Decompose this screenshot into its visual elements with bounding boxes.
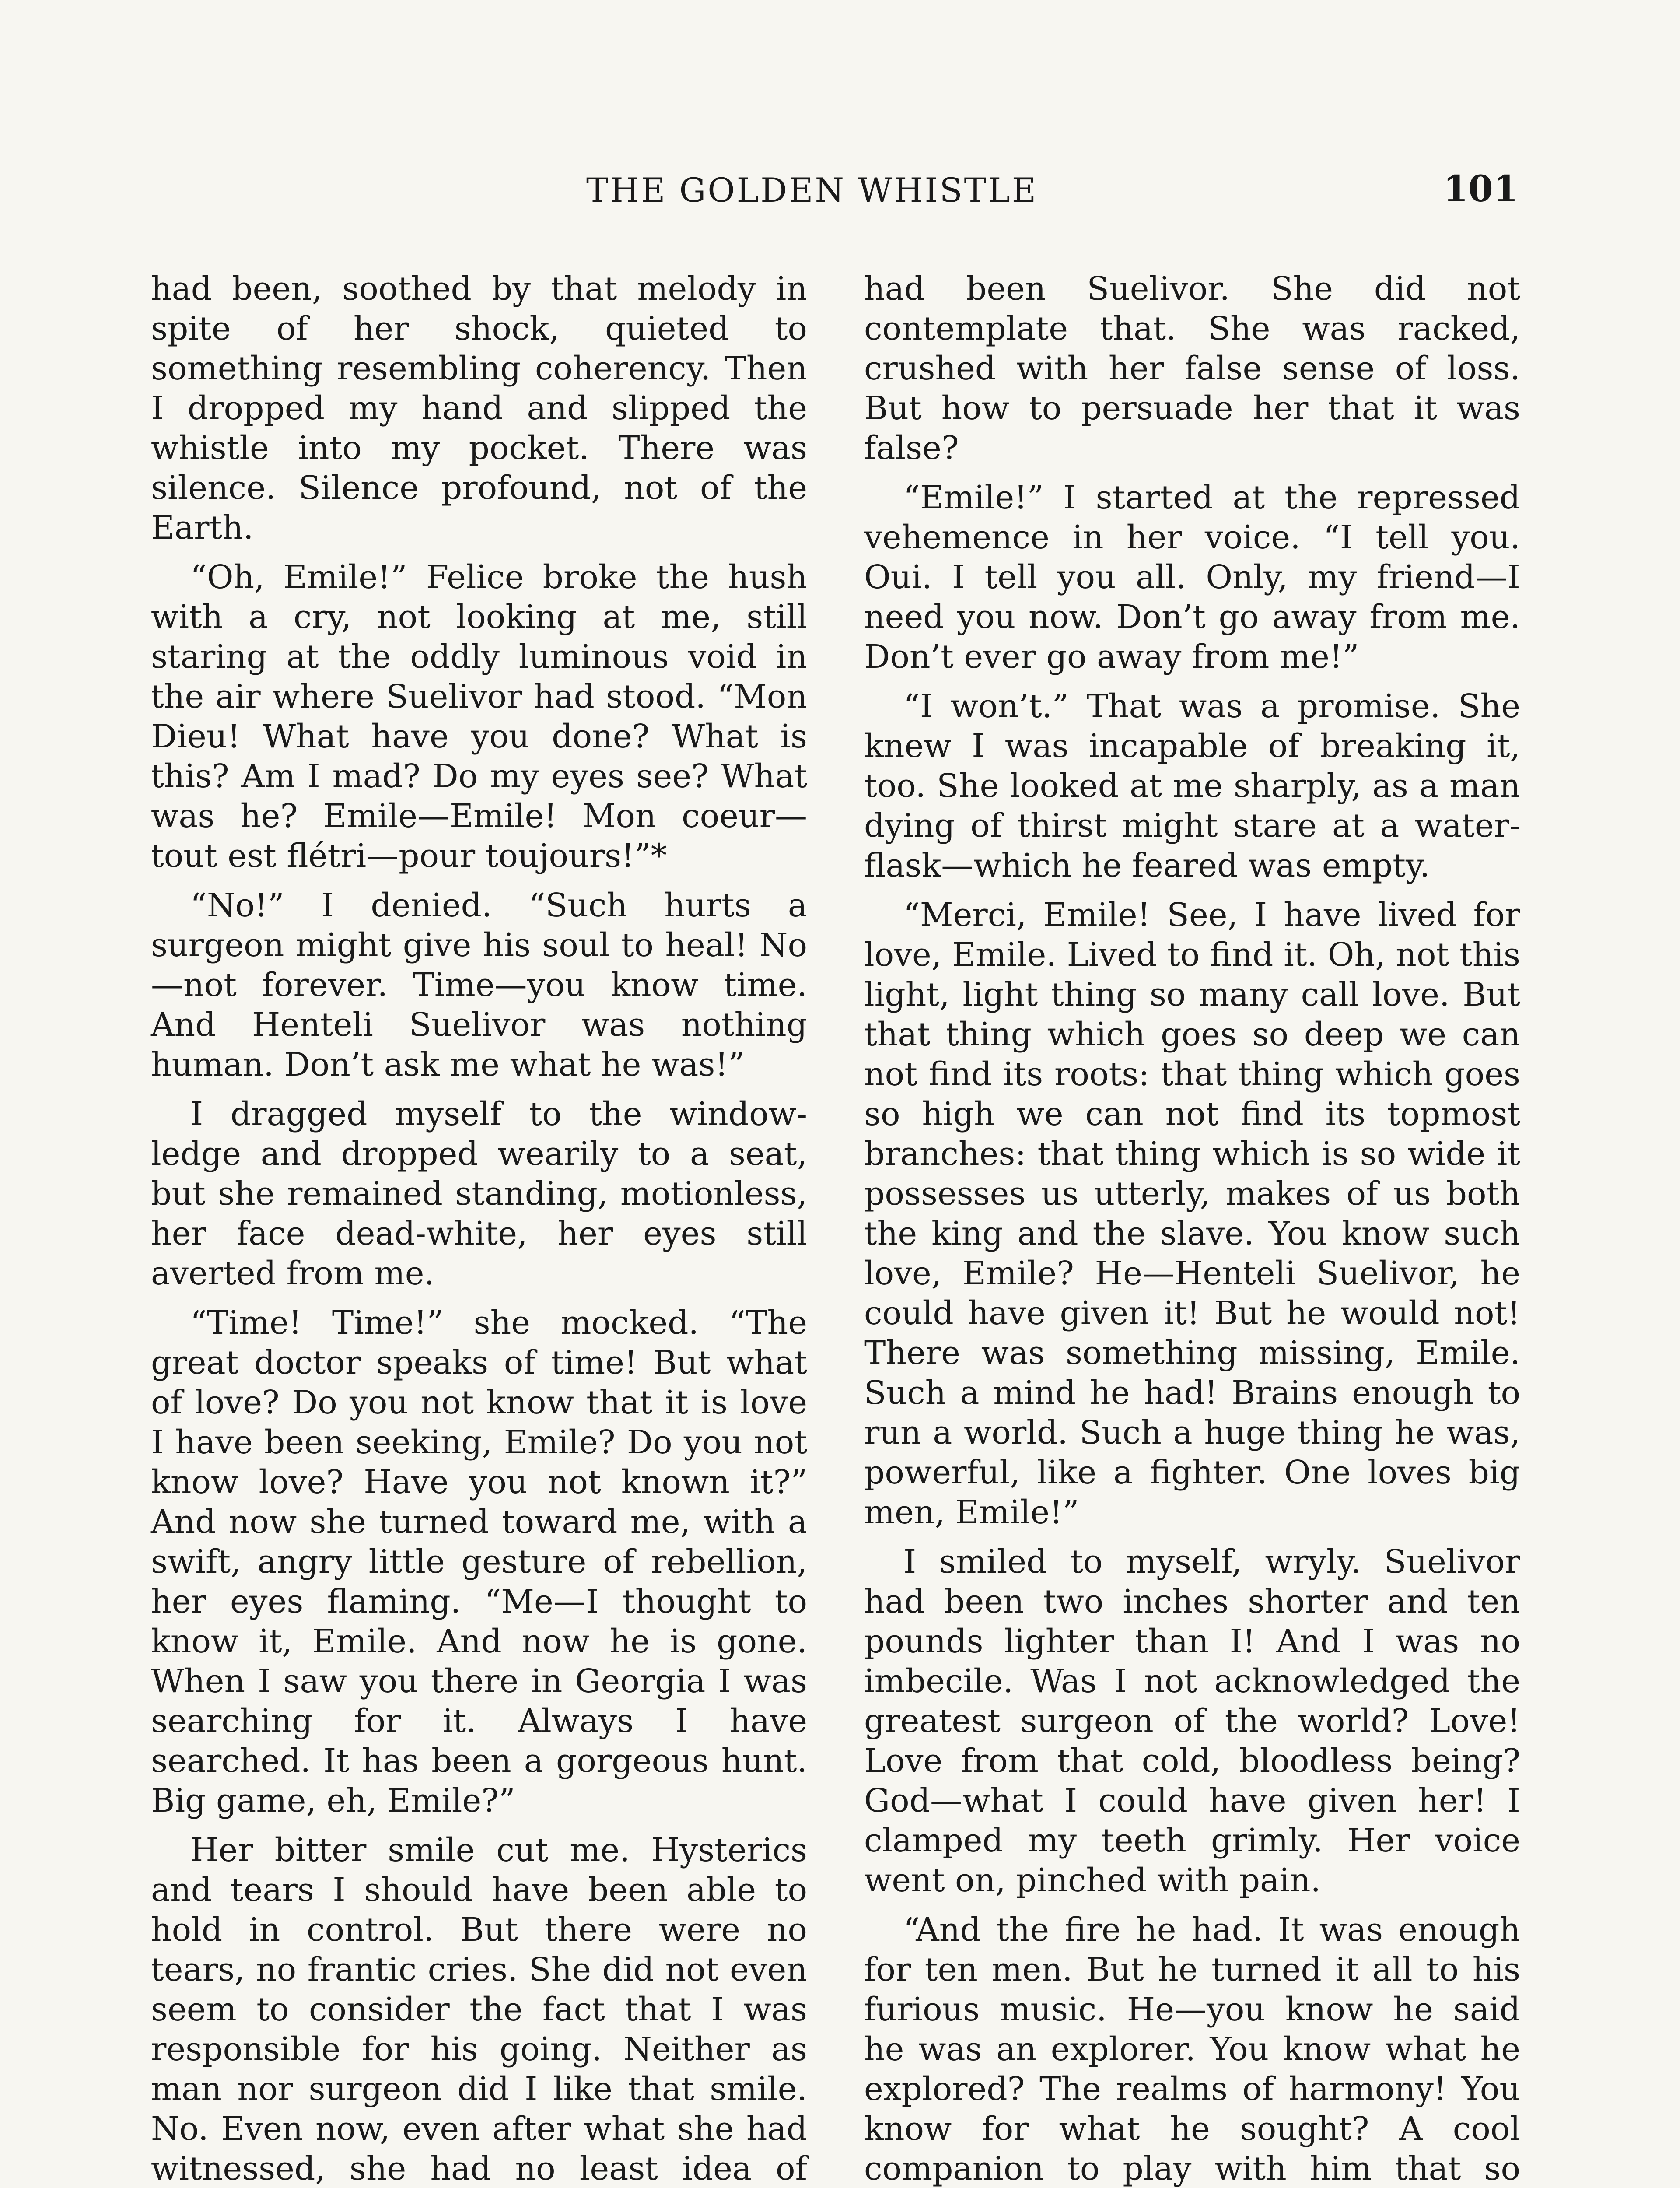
paragraph: I dragged myself to the window-ledge and dropped wearily to a seat, but she remained standing, motionless, her face dead-white, her eyes still averted from me.: [151, 1095, 807, 1292]
left-column: [151, 269, 807, 2188]
page-number: 101: [1443, 168, 1518, 210]
paragraph: “And the fire he had. It was enough for ten men. But he turned it all to his furious music. He—you know he said he was an explorer. You know what he explored? The realms of harmony! You know for what he sought? A cool companion to play with him that so: [864, 1911, 1520, 2188]
running-title: THE GOLDEN WHISTLE: [586, 171, 1038, 210]
page-header: [586, 166, 1518, 219]
right-column: [864, 269, 1520, 2188]
paragraph: “Time! Time!” she mocked. “The great doctor speaks of time! But what of love? Do you not know that it is love I have been seeking, Emile? Do you not know love? Have you not known it?” And now she turned toward me, with a swift, angry little gesture of rebellion, her eyes flaming. “Me—I thought to know it, Emile. And now he is gone. When I saw you there in Georgia I was searching for it. Always I have searched. It has been a gorgeous hunt. Big game, eh, Emile?”: [151, 1304, 807, 1820]
paragraph: had been Suelivor. She did not contemplate that. She was racked, crushed with her false sense of loss. But how to persuade her that it was false?: [864, 270, 1520, 467]
paragraph: had been, soothed by that melody in spite of her shock, quieted to something resembling coherency. Then I dropped my hand and slipped the whistle into my pocket. There was silence. Silence profound, not of the Earth.: [151, 270, 807, 547]
paragraph: “Emile!” I started at the repressed vehemence in her voice. “I tell you. Oui. I tell you all. Only, my friend—I need you now. Don’t go away from me. Don’t ever go away from me!”: [864, 479, 1520, 676]
paragraph: “I won’t.” That was a promise. She knew I was incapable of breaking it, too. She looked at me sharply, as a man dying of thirst might stare at a water-flask—which he feared was empty.: [864, 687, 1520, 884]
paragraph: Her bitter smile cut me. Hysterics and tears I should have been able to hold in control. But there were no tears, no frantic cries. She did not even seem to consider the fact that I was responsible for his going. Neither as man nor surgeon did I like that smile. No. Even now, even after what she had witnessed, she had no least idea of: [151, 1831, 807, 2188]
paragraph: “Merci, Emile! See, I have lived for love, Emile. Lived to find it. Oh, not this light, light thing so many call love. But that thing which goes so deep we can not find its roots: that thing which goes so high we can not find its topmost branches: that thing which is so wide it possesses us utterly, makes of us both the king and the slave. You know such love, Emile? He—Henteli Suelivor, he could have given it! But he would not! There was something missing, Emile. Such a mind he had! Brains enough to run a world. Such a huge thing he was, powerful, like a fighter. One loves big men, Emile!”: [864, 896, 1520, 1531]
paragraph: I smiled to myself, wryly. Suelivor had been two inches shorter and ten pounds lighter than I! And I was no imbecile. Was I not acknowledged the greatest surgeon of the world? Love! Love from that cold, bloodless being? God—what I could have given her! I clamped my teeth grimly. Her voice went on, pinched with pain.: [864, 1543, 1520, 1899]
paragraph: “Oh, Emile!” Felice broke the hush with a cry, not looking at me, still staring at the oddly luminous void in the air where Suelivor had stood. “Mon Dieu! What have you done? What is this? Am I mad? Do my eyes see? What was he? Emile—Emile! Mon coeur—tout est flétri—pour toujours!”*: [151, 558, 807, 875]
paragraph: “No!” I denied. “Such hurts a surgeon might give his soul to heal! No—not forever. Time—you know time. And Henteli Suelivor was nothing human. Don’t ask me what he was!”: [151, 887, 807, 1083]
